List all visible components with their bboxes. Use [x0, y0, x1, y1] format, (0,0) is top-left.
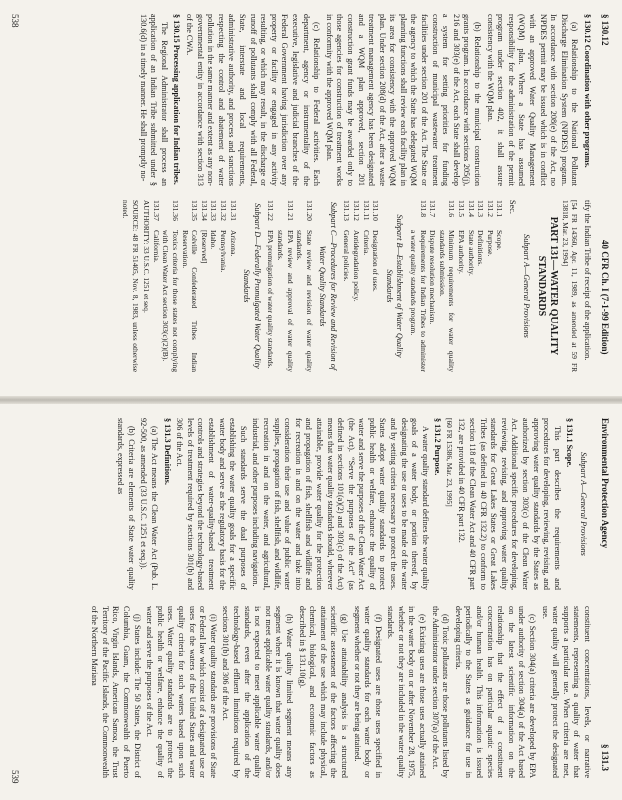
- toc-entry: [342, 200, 352, 372]
- toc-entry: [466, 200, 476, 372]
- toc-entry: [437, 200, 456, 372]
- toc-section-title: California.: [151, 230, 161, 263]
- part-title: PART 131—WATER QUALITY STANDARDS: [535, 216, 559, 356]
- toc-section-title: Dispute resolution mechanism.: [428, 230, 438, 325]
- right-column-1: [22, 418, 592, 590]
- paragraph: (j) States include: The 50 States, the District of Columbia, Guam, the Commonwealth of Puerto Rico, Virgin Islands, American Samoa, the Trust Territory of the Pacific Islands, the Commonwealth of the Northern Mariana: [90, 606, 142, 778]
- citation-note: SOURCE: 48 FR 51405, Nov. 8, 1983, unless otherwise noted.: [121, 200, 140, 372]
- paragraph: (b) Criteria are elements of State water quality standards, expressed as: [116, 418, 136, 590]
- toc-section-title: Scope.: [495, 230, 505, 251]
- toc-entry: [266, 200, 276, 372]
- subpart-heading: Subpart C—Procedures for Review and Revision of Water Quality Standards: [318, 201, 338, 371]
- paragraph: (c) Relationship to Federal activities. Each department, agency or instrumentality of the executive, legislative and judicial branches of the Federal Government having jurisdiction over any property or facility or engaged in any activity resulting, or which may result, in the discharge or runoff of pollutants shall comply with all Federal, State, interstate and local requirements, administrative authority, and process and sanctions respecting the control and abatement of water pollution in the same manner and extent as any non-governmental entity in accordance with section 313 of the CWA.: [185, 14, 322, 186]
- paragraph: (h) Water quality limited segment means any segment where it is known that water quality does not meet applicable water quality standards, and/or is not expected to meet applicable water quality standards, even after the application of the technology-based effluent limitations required by sections 301(b) and 306 of the Act.: [221, 606, 294, 778]
- toc-section-title: [Reserved]: [199, 230, 209, 264]
- toc-section-title: Criteria.: [361, 230, 371, 256]
- toc-section-number: 131.21: [285, 200, 295, 221]
- toc-entry: [180, 200, 199, 372]
- toc-section-title: Pennsylvania.: [218, 230, 228, 273]
- toc-section-number: 131.31: [228, 200, 238, 221]
- citation-note: [60 FR 15386, Mar. 23, 1995]: [444, 418, 454, 507]
- toc-section-title: Requirements for Indian Tribes to administer a water quality standards program.: [409, 230, 428, 372]
- toc-entry: [428, 200, 438, 372]
- paragraph: A water quality standard defines the water quality goals of a water body, or portion thereof, by designating the use or uses to be made of the water and by setting criteria necessary to protect the uses. States adopt water quality standards to protect public health or welfare, enhance the quality of water and serve the purposes of the Clean Water Act (the Act). “Serve the purposes of the Act” (as defined in sections 101(a)(2) and 303(c) of the Act) means that water quality standards should, wherever attainable, provide water quality for the protection and propagation of fish, shellfish and wildlife and for recreation in and on the water and take into consideration their use and value of public water supplies, propagation of fish, shellfish, and wildlife, recreation in and on the water, and agricultural, industrial, and other purposes including navigation.: [251, 418, 430, 590]
- toc-entry: [361, 200, 371, 372]
- paragraph: (i) Water quality standards are provisions of State or Federal law which consist of a designated use or uses for the waters of the United States and water quality criteria for such waters based upon such uses. Water quality standards are to protect the public health or welfare, enhance the quality of water and serve the purposes of the Act.: [145, 606, 218, 778]
- paragraph: (a) Relationship to the National Pollutant Discharge Elimination System (NPDES) program. In accordance with section 208(e) of the Act, no NPDES permit may be issued which is in conflict with an approved Water Quality Management (WQM) plan. Where a State has assumed responsibility for the administration of the permit program under section 402, it shall assure consistency with the WQM plan.: [485, 14, 580, 186]
- toc-section-number: 131.36: [171, 200, 180, 221]
- toc-section-title: EPA authority.: [457, 230, 467, 274]
- right-page-number: 539: [10, 770, 20, 784]
- right-section-ref: § 131.3: [600, 744, 610, 771]
- subpart-heading: Subpart A—General Provisions: [579, 452, 588, 556]
- toc-section-number: 131.8: [418, 200, 428, 218]
- toc-section-title: Colville Confederated Tribes Indian Reservation.: [180, 230, 200, 372]
- toc-section-title: Designation of uses.: [371, 230, 381, 292]
- paragraph: (f) Designated uses are those uses specified in water quality standards for each water body or segment whether or not they are being attained.: [352, 606, 383, 778]
- toc-section-number: 131.34: [199, 200, 209, 221]
- left-column-1: [22, 14, 592, 186]
- toc-section-number: 131.11: [361, 200, 371, 221]
- section-heading: § 130.12 Coordination with other programs.: [583, 14, 592, 168]
- section-heading: § 130.15 Processing application for Indian tribes.: [172, 14, 182, 185]
- paragraph: This part describes the requirements and procedures for developing, reviewing, revising, and approving water quality standards by the States as authorized by section 303(c) of the Clean Water Act. Additional specific procedures for developing, reviewing, revising, and approving water quality standards for Great Lakes States or Great Lakes Tribes (as defined in 40 CFR 132.2) to conform to section 118 of the Clean Water Act and 40 CFR part 132, are provided in 40 CFR part 132.: [457, 418, 562, 590]
- toc-section-number: 131.32: [218, 200, 228, 221]
- left-column-2: [22, 200, 592, 372]
- paragraph: (g) Use attainability analysis is a structured scientific assessment of the factors affecting the attainment of the use which may include physical, chemical, biological, and economic factors as described in § 131.10(g).: [297, 606, 349, 778]
- toc-section-number: 131.22: [266, 200, 276, 221]
- toc-section-title: State review and revision of water quality standards.: [295, 230, 314, 372]
- paragraph: (c) Section 304(a) criteria are developed by EPA under authority of section 304(a) of the Act based on the latest scientific information on the relationship that the effect of a constituent concentration has on particular aquatic species and/or human health. This information is issued periodically to the States as guidance for use in developing criteria.: [453, 606, 538, 778]
- toc-entry: [218, 200, 228, 372]
- toc-section-number: 131.7: [428, 200, 438, 218]
- section-heading: § 131.3 Definitions.: [162, 418, 172, 485]
- right-running-head: Environmental Protection Agency: [600, 418, 610, 549]
- toc-section-title: Idaho.: [209, 230, 219, 250]
- right-page: [0, 400, 622, 800]
- toc-entry: [209, 200, 219, 372]
- toc-entry: [408, 200, 427, 372]
- toc-entry: [485, 200, 495, 372]
- left-page-number: 538: [10, 14, 20, 28]
- toc-section-title: Minimum requirements for water quality standards submission.: [437, 230, 457, 372]
- toc-section-title: Definitions.: [476, 230, 486, 267]
- paragraph: (a) The Act means the Clean Water Act (Pub. L. 92-500, as amended (33 U.S.C. 1251 et seq.)).: [139, 418, 160, 590]
- toc-entry: [371, 200, 381, 372]
- toc-section-title: EPA review and approval of water quality standards.: [275, 230, 295, 372]
- toc-entry: [352, 200, 362, 372]
- citation-note: AUTHORITY: 33 U.S.C. 1251 et seq.: [142, 200, 152, 313]
- toc-entry: [275, 200, 294, 372]
- toc-section-number: 131.3: [476, 200, 486, 218]
- left-running-head: 40 CFR Ch. I (7-1-99 Edition): [600, 240, 610, 355]
- paragraph: constituent concentrations, levels, or narrative statements, representing a quality of water that supports a particular use. When criteria are met, water quality will generally protect the designated use.: [540, 606, 592, 778]
- paragraph: The Regional Administrator shall process an application of an Indian Tribe submitted under § 130.6(d) in a timely manner. He shall promptly no-: [138, 14, 169, 186]
- toc-section-number: 131.37: [151, 200, 161, 221]
- toc-entry: [476, 200, 486, 372]
- paragraph: Such standards serve the dual purposes of establishing the water quality goals for a specific water body and serve as the regulatory basis for the establishment of water-quality-based treatment controls and strategies beyond the technology-based levels of treatment required by sections 301(b) and 306 of the Act.: [175, 418, 248, 590]
- toc-section-number: 131.35: [190, 200, 200, 221]
- toc-section-number: 131.12: [352, 200, 362, 221]
- toc-section-number: 131.1: [495, 200, 505, 218]
- toc-section-number: 131.2: [485, 200, 495, 218]
- toc-section-number: 131.6: [447, 200, 457, 218]
- paragraph: (e) Existing uses are those uses actually attained in the water body on or after November 28, 1975, whether or not they are included in the water quality standards.: [386, 606, 428, 778]
- paragraph: (b) Relationship to the municipal construction grants program. In accordance with sections 205(j), 216 and 303(e) of the Act, each State shall develop a system for setting priorities for funding construction of municipal wastewater treatment facilities under section 201 of the Act. The State or the agency to which the State has delegated WQM planning functions shall review each facility plan in its area for consistency with the approved WQM plan. Under section 208(d) of the Act, after a waste treatment management agency has been designated and a WQM plan approved, section 201 construction grant funds may be awarded only to those agencies for construction of treatment works in conformity with the approved WQM plan.: [324, 14, 483, 186]
- subpart-heading: Subpart B—Establishment of Water Quality Standards: [384, 214, 405, 358]
- toc-section-title: General policies.: [342, 230, 352, 282]
- paragraph: tify the Indian Tribe of receipt of the application.: [583, 200, 592, 361]
- toc-section-number: 131.20: [304, 200, 314, 221]
- toc-entry: [295, 200, 314, 372]
- toc-section-number: 131.13: [342, 200, 352, 221]
- toc-section-title: Arizona.: [228, 230, 238, 257]
- toc-entry: [161, 200, 180, 372]
- left-section-ref: § 130.12: [600, 14, 610, 46]
- toc-entry: [456, 200, 466, 372]
- toc-section-title: Purpose.: [485, 230, 495, 257]
- section-heading: § 131.1 Scope.: [565, 418, 575, 468]
- toc-entry: [228, 200, 238, 372]
- toc-section-number: 131.5: [457, 200, 467, 218]
- toc-section-title: Antidegradation policy.: [352, 230, 362, 302]
- toc-section-number: 131.33: [209, 200, 219, 221]
- paragraph: (d) Toxic pollutants are those pollutants listed by the Administrator under section 307(a) of the Act.: [430, 606, 451, 778]
- toc-section-title: State authority.: [466, 230, 476, 276]
- toc-section-title: Toxics criteria for those states not complying with Clean Water Act section 303(c)(2)(B).: [161, 230, 180, 372]
- subpart-heading: Subpart A—General Provisions: [521, 234, 531, 338]
- toc-section-number: 131.4: [466, 200, 476, 218]
- toc-entry: [151, 200, 161, 372]
- paragraph: Sec.: [508, 200, 517, 214]
- toc-section-title: EPA promulgation of water quality standards.: [266, 230, 276, 369]
- right-column-2: [22, 606, 592, 778]
- subpart-heading: Subpart D—Federally Promulgated Water Quality Standards: [242, 203, 262, 369]
- citation-note: [54 FR 14360, Apr. 11, 1989, as amended at 59 FR 13818, Mar. 23, 1994]: [561, 200, 580, 372]
- toc-entry: [199, 200, 209, 372]
- toc-section-number: 131.10: [371, 200, 381, 221]
- toc-entry: [495, 200, 505, 372]
- section-heading: § 131.2 Purpose.: [433, 418, 443, 476]
